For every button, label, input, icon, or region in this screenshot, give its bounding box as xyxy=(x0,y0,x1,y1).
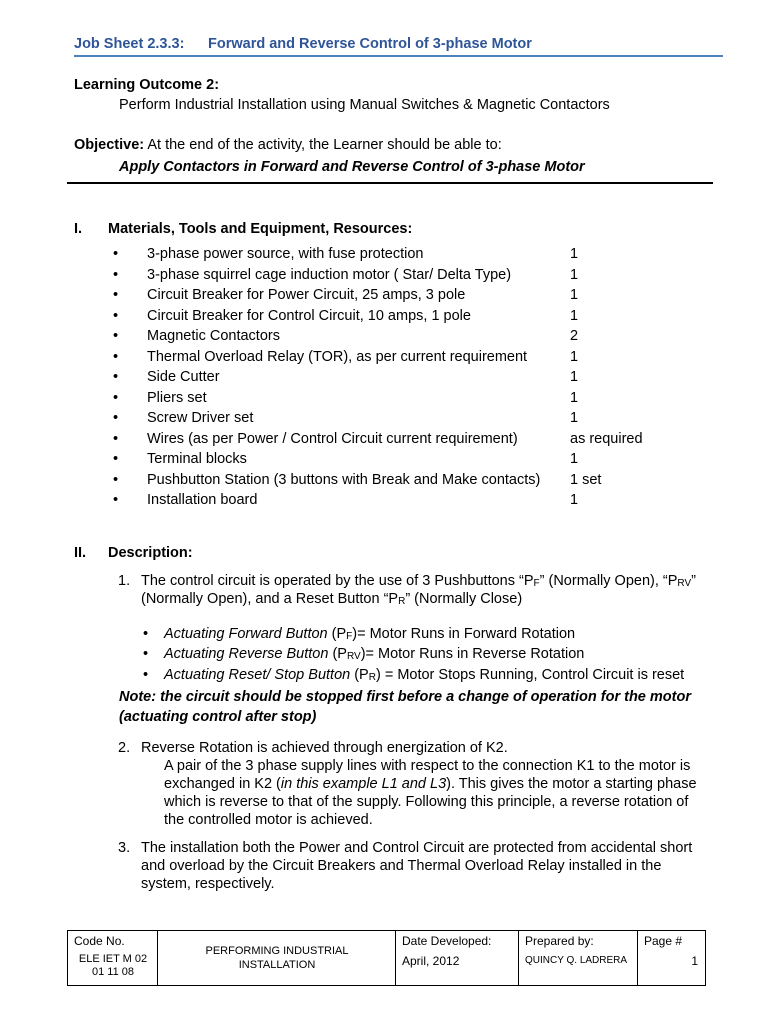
bullet-icon: • xyxy=(113,389,119,406)
material-quantity: 1 xyxy=(570,451,579,467)
description-item-2-line-4: the controlled motor is achieved. xyxy=(164,812,373,828)
footer-title-1: PERFORMING INDUSTRIAL xyxy=(205,945,349,957)
bullet-icon: • xyxy=(113,246,119,262)
description-item-3-line-2: and overload by the Circuit Breakers and Thermal Overload Relay installed in the xyxy=(141,858,662,874)
material-quantity: 1 xyxy=(570,492,579,508)
material-text: Magnetic Contactors xyxy=(147,328,280,344)
material-text: Circuit Breaker for Power Circuit, 25 amps, 3 pole xyxy=(147,287,466,303)
item1-line2-a: (Normally Open), and a Reset Button “P xyxy=(141,591,399,607)
material-quantity: 1 xyxy=(570,348,579,365)
material-quantity: 1 set xyxy=(570,471,602,488)
bullet-p: (P xyxy=(328,646,347,662)
item1-text-b: ” (Normally Open), “P xyxy=(539,573,678,589)
material-quantity: 2 xyxy=(570,328,579,344)
bullet-sub: R xyxy=(368,672,376,683)
description-item-1-line-2 xyxy=(141,591,522,609)
material-text: Wires (as per Power / Control Circuit current requirement) xyxy=(147,430,518,447)
footer-page-cell xyxy=(638,931,705,985)
learning-outcome-text: Perform Industrial Installation using Manual Switches & Magnetic Contactors xyxy=(119,97,610,113)
footer-code-value-2: 01 11 08 xyxy=(91,966,134,978)
item1-text-a: The control circuit is operated by the use of 3 Pushbuttons “P xyxy=(141,573,534,589)
bullet-action: Actuating Reverse Button xyxy=(164,646,329,662)
footer-date-cell xyxy=(396,931,519,985)
description-item-2-line-2 xyxy=(164,776,697,793)
material-text: Pushbutton Station (3 buttons with Break and Make contacts) xyxy=(147,471,541,488)
job-sheet-number: Job Sheet 2.3.3: xyxy=(74,36,185,52)
item2-line2-a: exchanged in K2 ( xyxy=(164,776,281,792)
material-quantity: 1 xyxy=(570,369,579,385)
bullet-icon: • xyxy=(113,410,119,426)
bullet-result: ) = Motor Stops Running, Control Circuit is reset xyxy=(375,667,685,683)
bullet-sub: F xyxy=(346,631,353,642)
bullet-icon: • xyxy=(113,451,119,467)
bullet-icon: • xyxy=(113,307,119,324)
footer-title-2: INSTALLATION xyxy=(238,959,316,971)
job-sheet-title: Forward and Reverse Control of 3-phase Motor xyxy=(208,36,532,52)
material-quantity: 1 xyxy=(570,389,579,406)
material-quantity: 1 xyxy=(570,307,579,324)
bullet-p: (P xyxy=(327,626,347,642)
section2-heading: Description: xyxy=(108,545,193,561)
material-text: Pliers set xyxy=(147,389,207,406)
material-quantity: 1 xyxy=(570,266,579,283)
description-item-1-number: 1. xyxy=(118,573,131,589)
footer-code-cell xyxy=(68,931,158,985)
footer-date-label: Date Developed: xyxy=(402,934,492,948)
item1-text-c: ” xyxy=(691,573,696,589)
bullet-action: Actuating Reset/ Stop Button xyxy=(164,667,351,683)
description-item-3-line-1: The installation both the Power and Control Circuit are protected from accidental short xyxy=(141,840,693,856)
bullet-icon: • xyxy=(113,266,119,283)
footer-page-label: Page # xyxy=(644,934,683,948)
section1-numeral: I. xyxy=(74,221,83,237)
bullet-icon: • xyxy=(113,471,119,488)
material-quantity: 1 xyxy=(570,410,579,426)
bullet-icon: • xyxy=(143,646,149,662)
objective-label: Objective: xyxy=(74,137,145,153)
material-quantity: 1 xyxy=(570,287,579,303)
bullet-icon: • xyxy=(113,287,119,303)
material-quantity: 1 xyxy=(570,246,579,262)
material-text: Terminal blocks xyxy=(147,451,247,467)
material-text: Circuit Breaker for Control Circuit, 10 amps, 1 pole xyxy=(147,307,471,324)
bullet-icon: • xyxy=(113,492,119,508)
item2-line2-b: ). This gives the motor a starting phase xyxy=(446,776,697,792)
item1-sub-r: R xyxy=(398,596,406,607)
item2-line2-italic: in this example L1 and L3 xyxy=(280,776,447,792)
footer-table xyxy=(67,930,706,986)
material-text: Thermal Overload Relay (TOR), as per current requirement xyxy=(147,348,528,365)
material-text: 3-phase power source, with fuse protection xyxy=(147,246,424,262)
learning-outcome-label: Learning Outcome 2: xyxy=(74,77,220,93)
bullet-icon: • xyxy=(113,348,119,365)
divider xyxy=(67,182,713,184)
material-text: Side Cutter xyxy=(147,369,220,385)
item1-sub-f: F xyxy=(533,578,540,589)
description-item-2-line-1: A pair of the 3 phase supply lines with respect to the connection K1 to the motor is xyxy=(164,758,691,774)
description-item-3-number: 3. xyxy=(118,840,131,856)
objective-statement: Apply Contactors in Forward and Reverse Control of 3-phase Motor xyxy=(119,159,585,175)
footer-prepared-label: Prepared by: xyxy=(525,934,594,948)
bullet-result: )= Motor Runs in Forward Rotation xyxy=(352,626,576,642)
footer-code-label: Code No. xyxy=(74,934,125,948)
footer-code-value-1: ELE IET M 02 xyxy=(78,953,148,965)
note-line-1: Note: the circuit should be stopped first before a change of operation for the motor xyxy=(119,689,691,705)
description-item-2-number: 2. xyxy=(118,740,131,756)
footer-prepared-cell xyxy=(519,931,638,985)
footer-page-value: 1 xyxy=(691,954,698,968)
bullet-icon: • xyxy=(113,328,119,344)
objective-line xyxy=(74,137,502,154)
job-sheet-header xyxy=(74,36,723,57)
bullet-action: Actuating Forward Button xyxy=(164,626,328,642)
bullet-icon: • xyxy=(143,626,149,642)
description-item-3-line-3: system, respectively. xyxy=(141,876,275,892)
bullet-icon: • xyxy=(143,667,149,683)
item1-line2-b: ” (Normally Close) xyxy=(405,591,523,607)
footer-date-value: April, 2012 xyxy=(402,954,460,968)
section1-heading: Materials, Tools and Equipment, Resources: xyxy=(108,221,413,237)
description-item-2-lead: Reverse Rotation is achieved through energization of K2. xyxy=(141,740,508,756)
description-item-1-line-1 xyxy=(141,573,696,591)
bullet-icon: • xyxy=(113,369,119,385)
bullet-icon: • xyxy=(113,430,119,447)
item1-sub-rv: RV xyxy=(677,578,692,589)
objective-text: At the end of the activity, the Learner should be able to: xyxy=(144,137,502,153)
note-line-2: (actuating control after stop) xyxy=(119,709,317,725)
section2-numeral: II. xyxy=(74,545,87,561)
material-text: Installation board xyxy=(147,492,258,508)
material-text: Screw Driver set xyxy=(147,410,254,426)
bullet-p: (P xyxy=(350,667,369,683)
material-text: 3-phase squirrel cage induction motor ( Star/ Delta Type) xyxy=(147,266,512,283)
footer-title-cell xyxy=(158,931,396,985)
description-item-2-line-3: which is reverse to that of the supply. Following this principle, a reverse rotation of xyxy=(164,794,689,810)
bullet-result: )= Motor Runs in Reverse Rotation xyxy=(360,646,585,662)
footer-prepared-value: QUINCY Q. LADRERA xyxy=(525,955,628,966)
material-quantity: as required xyxy=(570,430,643,447)
bullet-sub: RV xyxy=(346,651,361,662)
